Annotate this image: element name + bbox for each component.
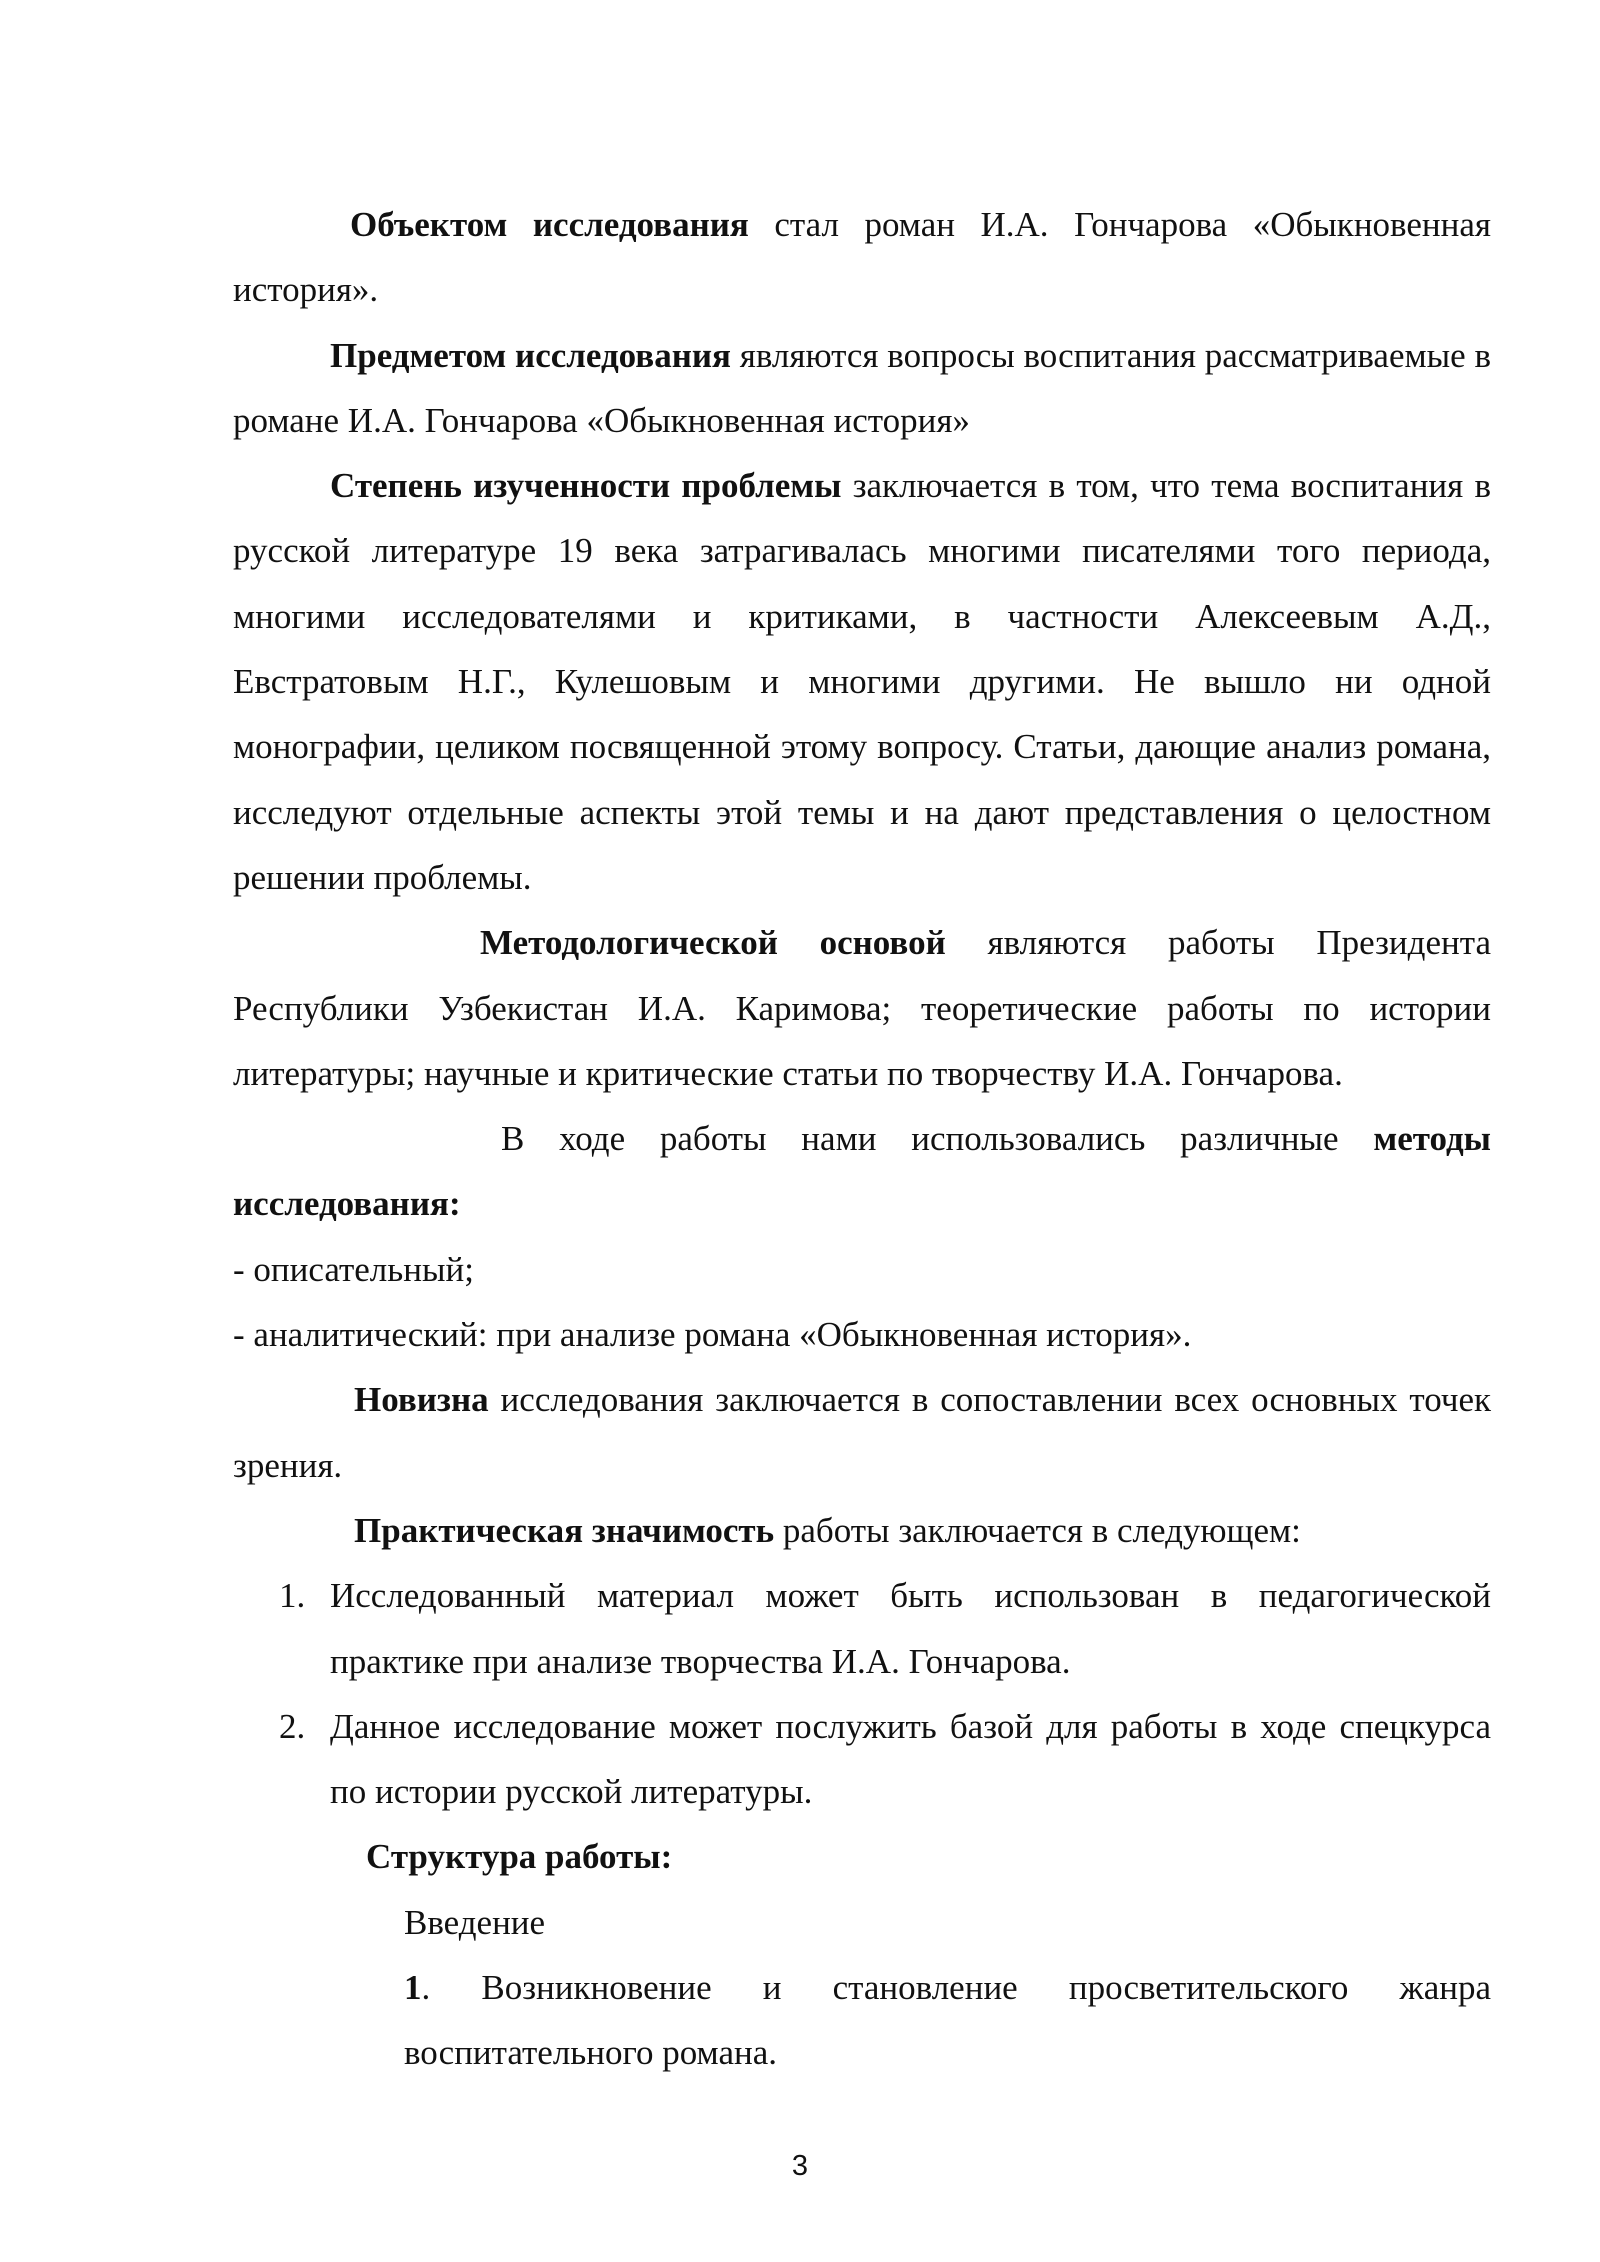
object-term: Объектом исследования — [350, 205, 749, 244]
methodology-term: Методологической основой — [480, 923, 946, 963]
practical-list-item — [233, 1563, 1491, 1694]
list-number: 1. — [279, 1576, 306, 1616]
methods-paragraph — [233, 1106, 1491, 1237]
novelty-text: исследования заключается в сопоставлении всех основных точек зрения. — [233, 1380, 1491, 1485]
list-item-text: Данное исследование может послужить базой для работы в ходе спецкурса по истории русской литературы. — [330, 1706, 1491, 1812]
list-item-text: Исследованный материал может быть использован в педагогической практике при анализе творчества И.А. Гончарова. — [330, 1576, 1491, 1681]
structure-item-number: 1 — [404, 1968, 422, 2008]
subject-paragraph — [233, 323, 1491, 454]
degree-text: заключается в том, что тема воспитания в русской литературе 19 века затрагивалась многими писателями того периода, многими исследователями и критиками, в частности Алексеевым А.Д., Евстратовым Н.Г., Кулешовым и многими другими. Не вышло ни одной монографии, целиком посвященной этому вопросу. Статьи, дающие анализ романа, исследуют отдельные аспекты этой темы и на дают представления о целостном решении проблемы. — [233, 466, 1491, 897]
practical-paragraph — [233, 1498, 1491, 1563]
structure-section — [366, 1824, 1491, 2085]
degree-term: Степень изученности проблемы — [330, 466, 842, 506]
novelty-paragraph — [233, 1367, 1491, 1498]
methods-text: В ходе работы нами использовались различные — [501, 1119, 1374, 1159]
structure-title: Структура работы: — [366, 1837, 673, 1877]
methodology-text: являются работы Президента Республики Узбекистан И.А. Каримова; теоретические работы по истории литературы; научные и критические статьи по творчеству И.А. Гончарова. — [233, 923, 1491, 1093]
practical-list — [233, 1563, 1491, 1824]
methods-list-item: - аналитический: при анализе романа «Обыкновенная история». — [233, 1315, 1192, 1355]
methods-list-item: - описательный; — [233, 1249, 474, 1289]
object-paragraph — [233, 192, 1491, 323]
practical-list-item — [233, 1694, 1491, 1825]
structure-intro: Введение — [404, 1902, 546, 1942]
structure-item-text: . Возникновение и становление просветительского жанра воспитательного романа. — [404, 1968, 1491, 2073]
page-number: 3 — [791, 2150, 809, 2182]
structure-heading — [366, 1824, 1491, 1889]
subject-text: являются вопросы воспитания рассматриваемые в романе И.А. Гончарова «Обыкновенная история» — [233, 335, 1491, 440]
subject-term: Предметом исследования — [330, 335, 731, 375]
practical-text: работы заключается в следующем: — [774, 1510, 1301, 1550]
structure-item — [404, 1955, 1491, 2086]
list-number: 2. — [279, 1706, 306, 1746]
degree-paragraph — [233, 453, 1491, 910]
methods-term: методы исследования: — [233, 1119, 1491, 1224]
object-text: стал роман И.А. Гончарова «Обыкновенная история». — [233, 205, 1491, 310]
page-body — [233, 192, 1491, 2086]
methodology-paragraph — [233, 910, 1491, 1106]
practical-term: Практическая значимость — [354, 1510, 775, 1550]
novelty-term: Новизна — [354, 1380, 489, 1420]
